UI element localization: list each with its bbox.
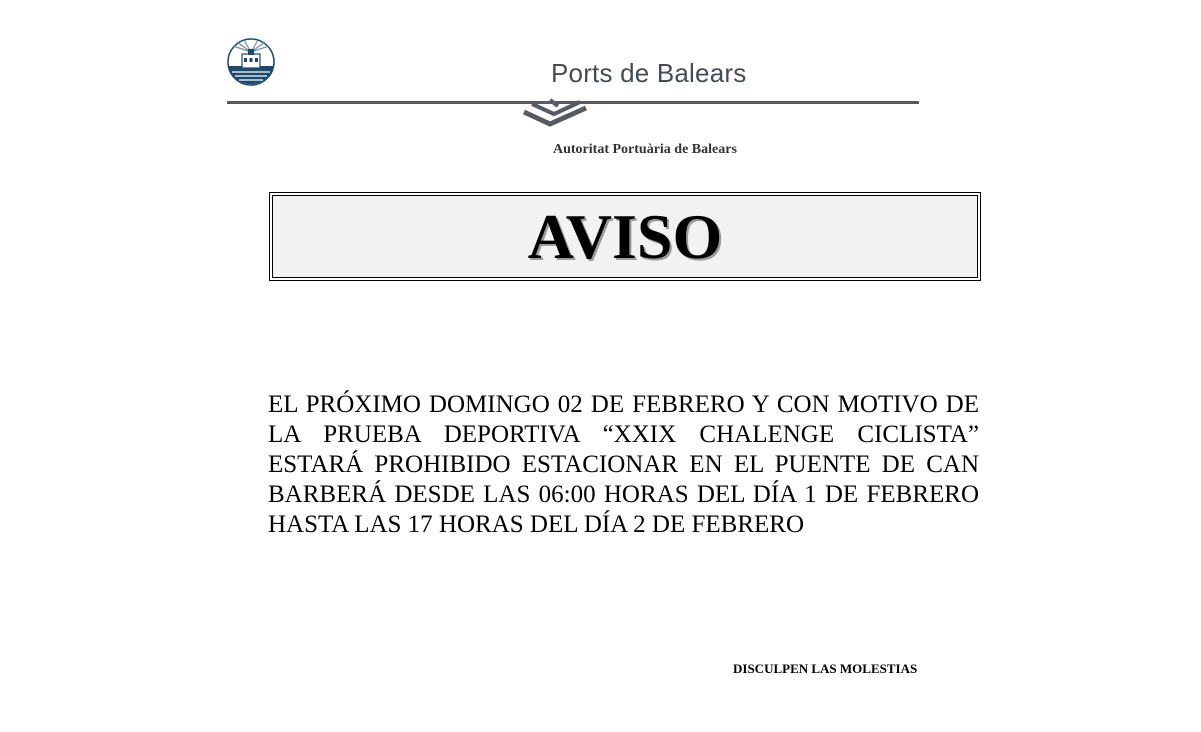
notice-footer: DISCULPEN LAS MOLESTIAS	[733, 661, 918, 676]
notice-title-box	[269, 192, 981, 281]
org-subtitle: Autoritat Portuària de Balears	[553, 142, 737, 157]
brand-mark-icon	[520, 98, 590, 128]
notice-body: EL PRÓXIMO DOMINGO 02 DE FEBRERO Y CON MOTIVO DE LA PRUEBA DEPORTIVA “XXIX CHALENGE CICLISTA” ESTARÁ PROHIBIDO ESTACIONAR EN EL PUENTE DE CAN BARBERÁ DESDE LAS 06:00 HORAS DEL DÍA 1 DE FEBRERO HASTA LAS 17 HORAS DEL DÍA 2 DE FEBRERO	[268, 391, 979, 538]
notice-title: AVISO	[527, 200, 723, 272]
notice-title-box-inner	[272, 195, 978, 278]
port-lighthouse-logo-icon	[227, 38, 275, 86]
org-name: Ports de Balears	[551, 58, 747, 88]
